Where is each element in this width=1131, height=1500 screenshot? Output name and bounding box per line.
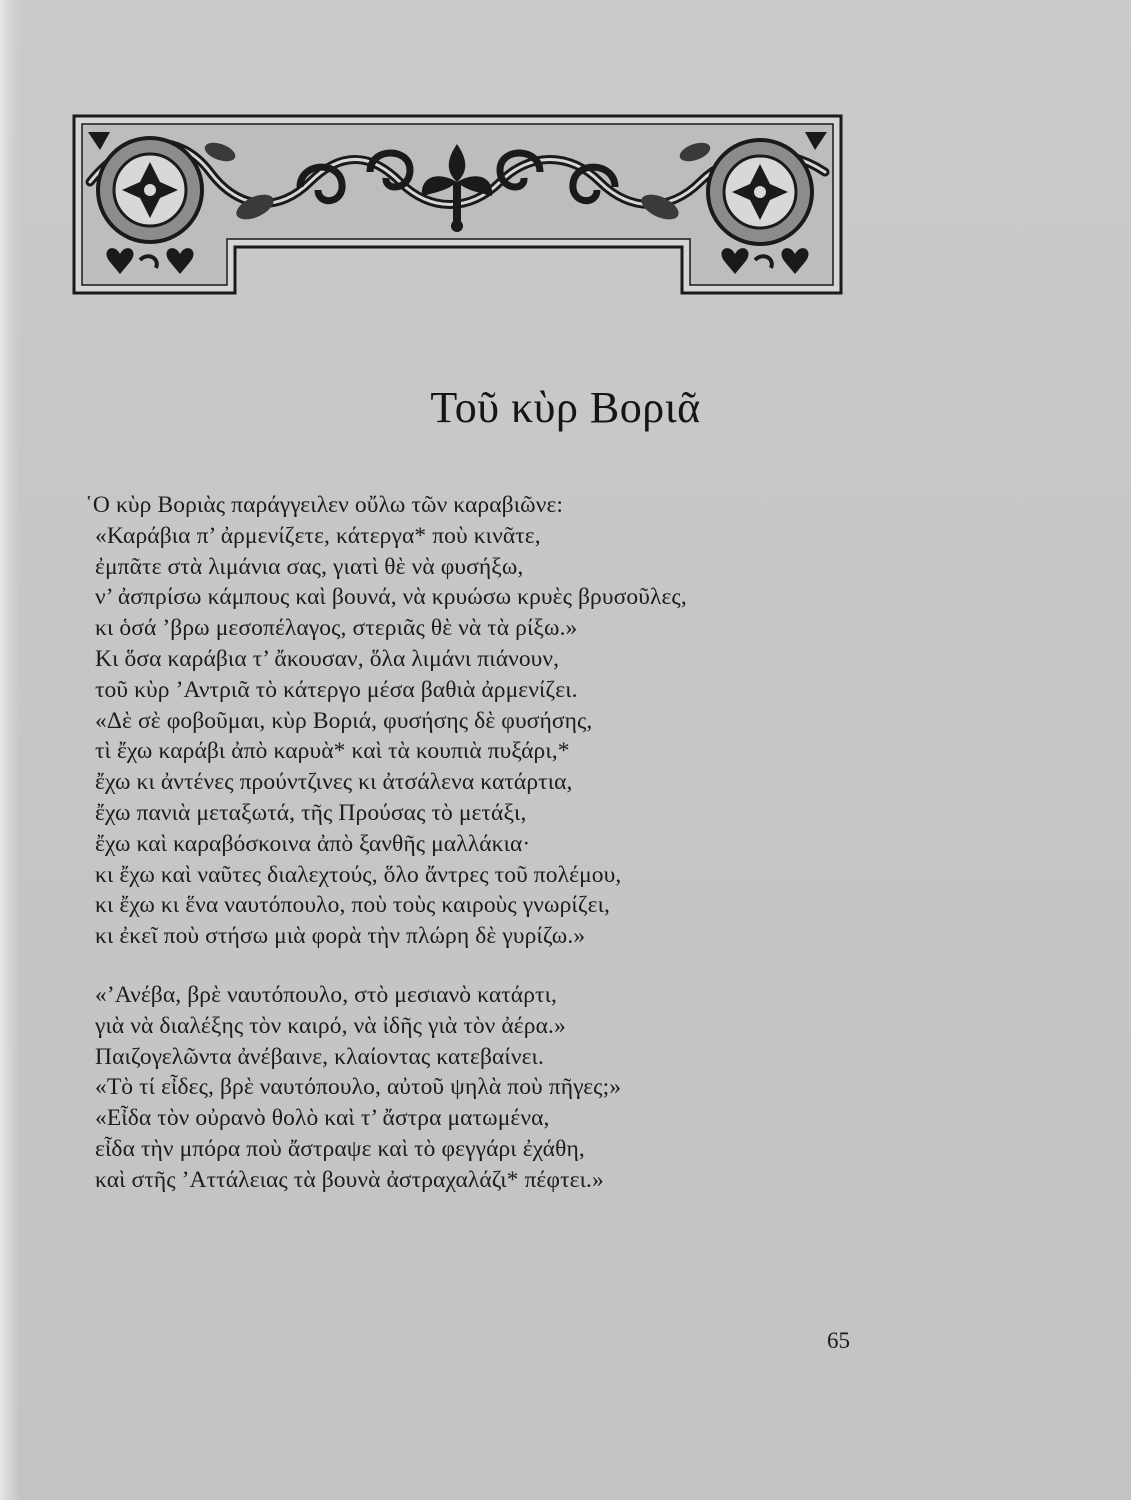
poem-line: Κι ὅσα καράβια τ’ ἄκουσαν, ὅλα λιμάνι πιάνουν, xyxy=(95,645,560,672)
poem-line: «’Ανέβα, βρὲ ναυτόπουλο, στὸ μεσιανὸ κατάρτι, xyxy=(95,981,557,1008)
poem-line: «Καράβια π’ ἀρμενίζετε, κάτεργα* ποὺ κινᾶτε, xyxy=(95,522,541,549)
poem-line: «Δὲ σὲ φοβοῦμαι, κὺρ Βοριά, φυσήσης δὲ φυσήσης, xyxy=(95,707,593,734)
poem-line: τὶ ἔχω καράβι ἀπὸ καρυὰ* καὶ τὰ κουπιὰ πυξάρι,* xyxy=(95,738,570,765)
poem-line: τοῦ κὺρ ’Αντριᾶ τὸ κάτεργο μέσα βαθιὰ ἀρμενίζει. xyxy=(95,676,578,703)
poem-line: εἶδα τὴν μπόρα ποὺ ἄστραψε καὶ τὸ φεγγάρι ἐχάθη, xyxy=(95,1135,585,1162)
poem-line: κι ἐκεῖ ποὺ στήσω μιὰ φορὰ τὴν πλώρη δὲ γυρίζω.» xyxy=(95,923,586,950)
poem-line: ἐμπᾶτε στὰ λιμάνια σας, γιατὶ θὲ νὰ φυσήξω, xyxy=(95,553,524,580)
stanza xyxy=(85,490,885,952)
poem-line: κι ἔχω κι ἕνα ναυτόπουλο, ποὺ τοὺς καιροὺς γνωρίζει, xyxy=(95,892,611,919)
page-edge xyxy=(0,0,20,1500)
poem-line: Παιζογελῶντα ἀνέβαινε, κλαίοντας κατεβαίνει. xyxy=(95,1043,544,1070)
page-number: 65 xyxy=(827,1328,850,1353)
poem-line: ν’ ἀσπρίσω κάμπους καὶ βουνά, νὰ κρυώσω κρυὲς βρυσοῦλες, xyxy=(95,584,687,611)
poem-line: κι ὁσά ’βρω μεσοπέλαγος, στεριᾶς θὲ νὰ τὰ ρίξω.» xyxy=(95,615,578,642)
poem-line: ἔχω κι ἀντένες προύντζινες κι ἀτσάλενα κατάρτια, xyxy=(95,769,573,796)
poem-line: κι ἔχω καὶ ναῦτες διαλεχτούς, ὅλο ἄντρες τοῦ πολέμου, xyxy=(95,861,622,888)
byzantine-scroll-ornament-icon xyxy=(70,112,845,297)
poem-line: ἔχω πανιὰ μεταξωτά, τῆς Προύσας τὸ μετάξι, xyxy=(95,799,527,826)
poem-line: «Εἶδα τὸν οὐρανὸ θολὸ καὶ τ’ ἄστρα ματωμένα, xyxy=(95,1105,550,1132)
poem-line: ῾Ο κὺρ Βοριὰς παράγγειλεν οὔλω τῶν καραβιῶνε: xyxy=(85,492,564,518)
poem-line: καὶ στῆς ’Αττάλειας τὰ βουνὰ ἀστραχαλάζι* πέφτει.» xyxy=(95,1166,604,1193)
poem-line: «Τὸ τί εἶδες, βρὲ ναυτόπουλο, αὐτοῦ ψηλὰ ποὺ πῆγες;» xyxy=(95,1074,622,1101)
stanza xyxy=(85,980,885,1196)
poem-title: Τοῦ κὺρ Βοριᾶ xyxy=(430,383,701,432)
poem-body xyxy=(85,490,885,1196)
poem-line: γιὰ νὰ διαλέξης τὸν καιρό, νὰ ἰδῆς γιὰ τὸν ἀέρα.» xyxy=(95,1012,566,1039)
poem-line: ἔχω καὶ καραβόσκοινα ἀπὸ ξανθῆς μαλλάκια· xyxy=(95,830,531,857)
